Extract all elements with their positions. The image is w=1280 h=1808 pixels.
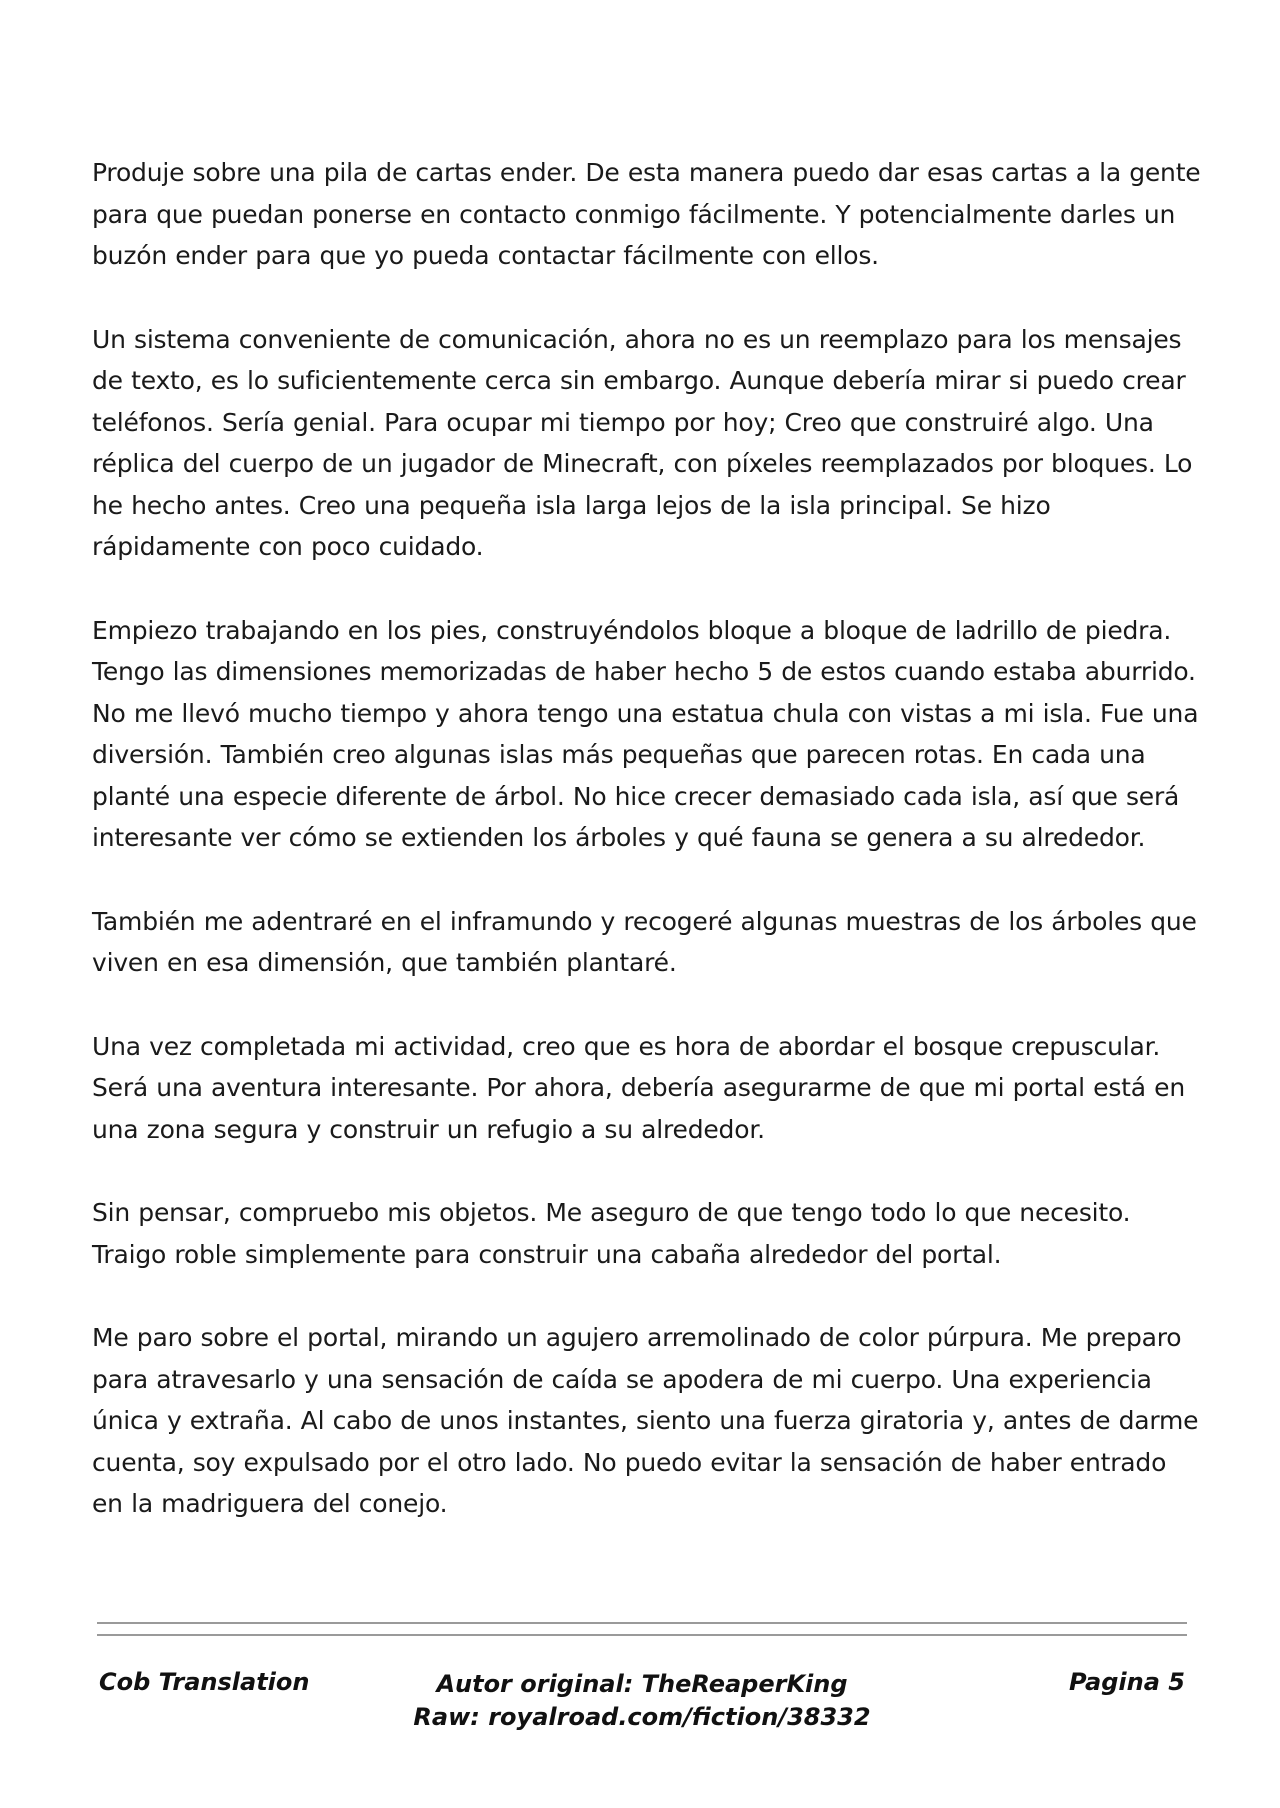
paragraph: Empiezo trabajando en los pies, construyéndolos bloque a bloque de ladrillo de piedra. Tengo las dimensiones memorizadas de haber hecho 5 de estos cuando estaba aburrido. No me llevó mucho tiempo y ahora tengo una estatua chula con vistas a mi isla. Fue una diversión. También creo algunas islas más pequeñas que parecen rotas. En cada una planté una especie diferente de árbol. No hice crecer demasiado cada isla, así que será interesante ver cómo se extienden los árboles y qué fauna se genera a su alrededor. bbox=[92, 615, 1199, 852]
footer-divider-bottom bbox=[97, 1634, 1187, 1636]
footer-page-number: Pagina 5 bbox=[1069, 1668, 1185, 1696]
page-footer bbox=[97, 1668, 1187, 1748]
paragraph: Produje sobre una pila de cartas ender. De esta manera puedo dar esas cartas a la gente para que puedan ponerse en contacto conmigo fácilmente. Y potencialmente darles un buzón ender para que yo pueda contactar fácilmente con ellos. bbox=[92, 158, 1201, 270]
paragraph: Una vez completada mi actividad, creo que es hora de abordar el bosque crepuscular. Será una aventura interesante. Por ahora, debería asegurarme de que mi portal está en una zona segura y construir un refugio a su alrededor. bbox=[92, 1031, 1185, 1144]
paragraph: Un sistema conveniente de comunicación, ahora no es un reemplazo para los mensajes de texto, es lo suficientemente cerca sin embargo. Aunque debería mirar si puedo crear teléfonos. Sería genial. Para ocupar mi tiempo por hoy; Creo que construiré algo. Una réplica del cuerpo de un jugador de Minecraft, con píxeles reemplazados por bloques. Lo he hecho antes. Creo una pequeña isla larga lejos de la isla principal. Se hizo rápidamente con poco cuidado. bbox=[92, 324, 1193, 561]
footer-translator: Cob Translation bbox=[99, 1668, 310, 1696]
footer-divider-top bbox=[97, 1622, 1187, 1624]
paragraph: Me paro sobre el portal, mirando un agujero arremolinado de color púrpura. Me preparo para atravesarlo y una sensación de caída se apodera de mi cuerpo. Una experiencia única y extraña. Al cabo de unos instantes, siento una fuerza giratoria y, antes de darme cuenta, soy expulsado por el otro lado. No puedo evitar la sensación de haber entrado en la madriguera del conejo. bbox=[92, 1323, 1199, 1518]
paragraph: También me adentraré en el inframundo y recogeré algunas muestras de los árboles que viven en esa dimensión, que también plantaré. bbox=[92, 906, 1197, 977]
footer-credits bbox=[97, 1668, 1187, 1734]
body-text bbox=[92, 152, 1202, 1567]
footer-author: Autor original: TheReaperKing bbox=[436, 1670, 848, 1698]
paragraph: Sin pensar, compruebo mis objetos. Me aseguro de que tengo todo lo que necesito. Traigo roble simplemente para construir una cabaña alrededor del portal. bbox=[92, 1198, 1131, 1269]
footer-raw-source: Raw: royalroad.com/fiction/38332 bbox=[413, 1703, 871, 1731]
